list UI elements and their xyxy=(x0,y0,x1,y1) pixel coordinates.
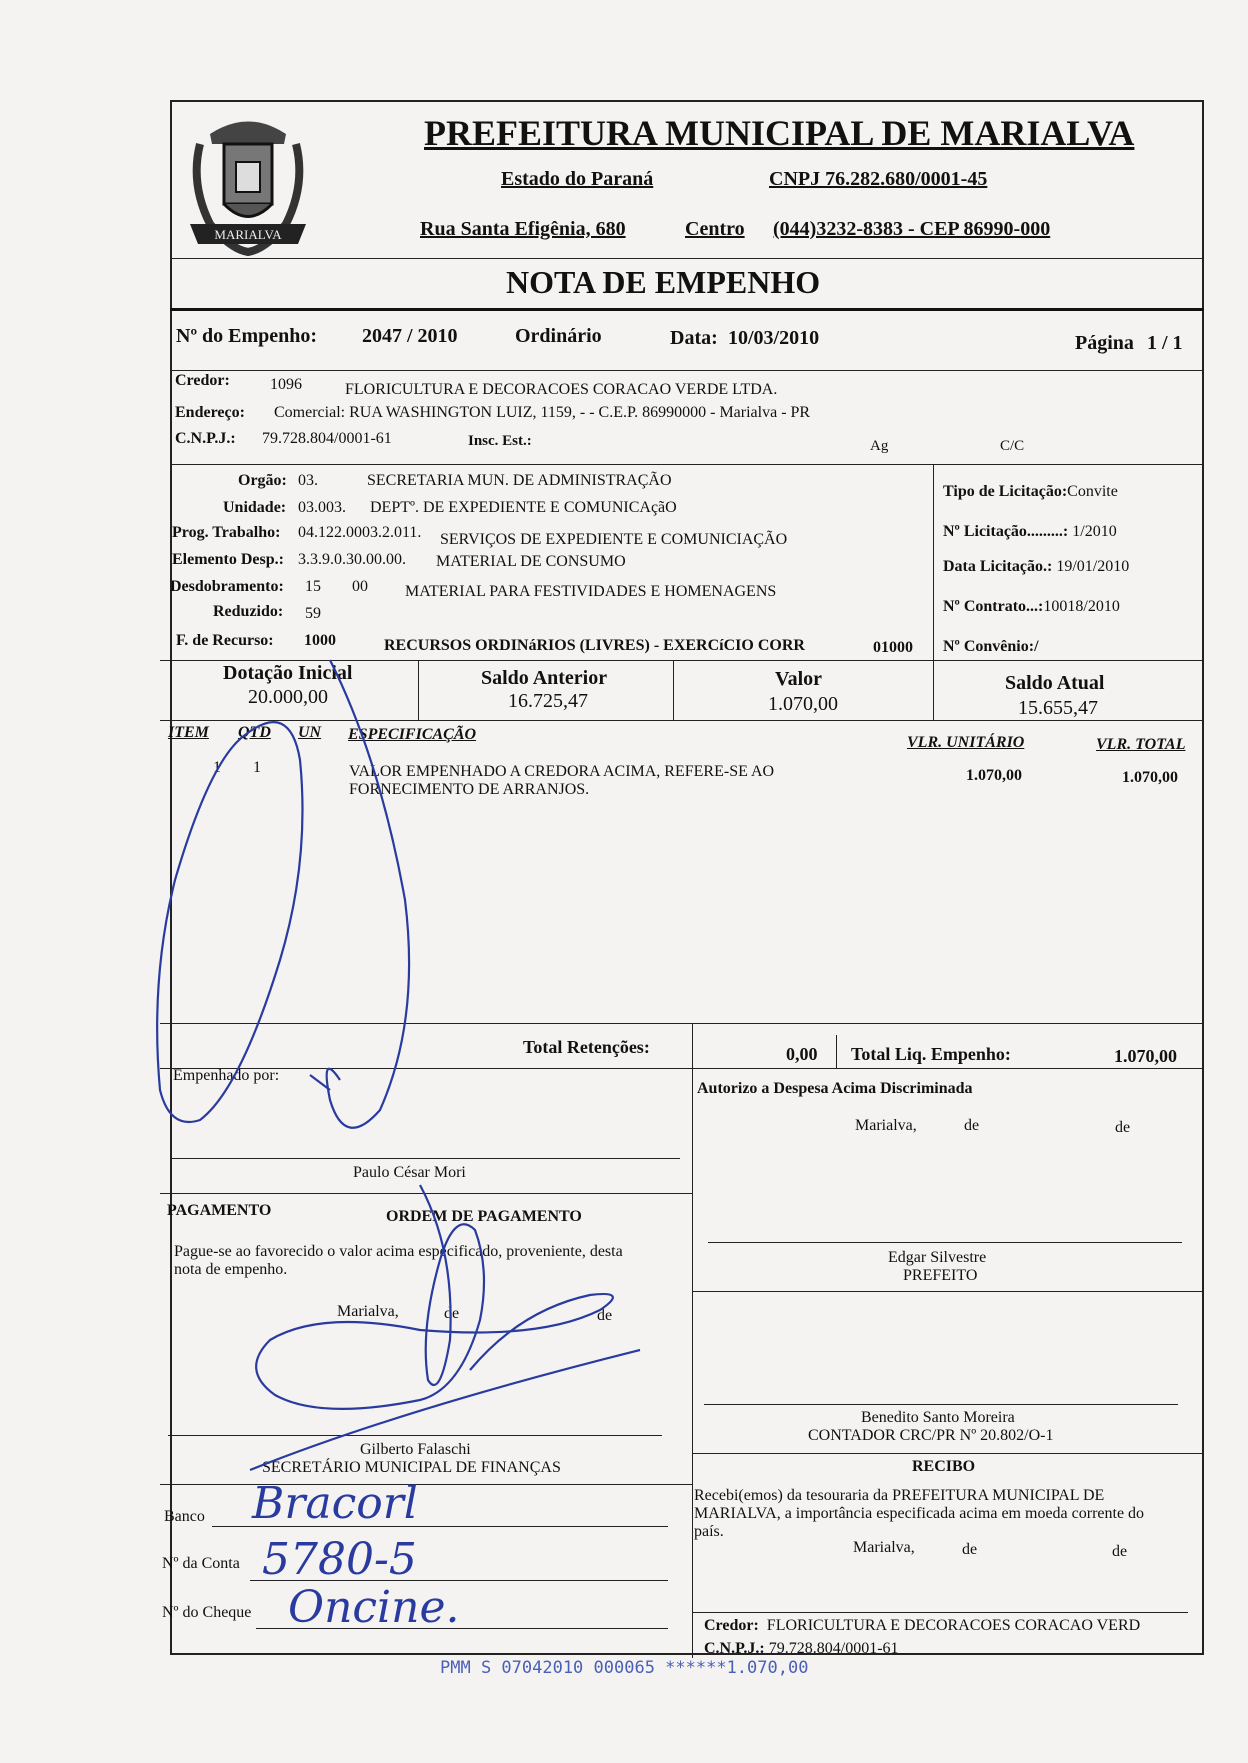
recibo-de2: de xyxy=(1112,1543,1128,1560)
tipo-licitacao: Tipo de Licitação:Convite xyxy=(943,483,1118,500)
fonte-recurso-name: RECURSOS ORDINáRIOS (LIVRES) - EXERCíCIO CORR xyxy=(384,637,805,654)
data-licitacao: Data Licitação.: 19/01/2010 xyxy=(943,558,1130,575)
item-espec-line1: VALOR EMPENHADO A CREDORA ACIMA, REFERE-SE AO xyxy=(349,763,775,780)
item-espec-line2: FORNECIMENTO DE ARRANJOS. xyxy=(349,781,590,798)
recibo-text-line1: Recebi(emos) da tesouraria da PREFEITURA MUNICIPAL DE xyxy=(694,1487,1105,1504)
mechanical-stamp: PMM S 07042010 000065 ******1.070,00 xyxy=(440,1658,809,1678)
recibo-text-line2: MARIALVA, a importância especificada acima em moeda corrente do xyxy=(694,1505,1145,1522)
item-number: 1 xyxy=(213,759,221,776)
numero-contrato: Nº Contrato...:10018/2010 xyxy=(943,598,1120,615)
pagamento-text-line2: nota de empenho. xyxy=(174,1261,288,1278)
desdobramento-label: Desdobramento: xyxy=(170,578,284,595)
col-header-qtd: QTD xyxy=(238,724,271,741)
pagamento-city: Marialva, xyxy=(337,1303,399,1320)
empenho-type: Ordinário xyxy=(515,325,602,347)
unidade-label: Unidade: xyxy=(223,499,287,516)
contador-role: CONTADOR CRC/PR Nº 20.802/O-1 xyxy=(808,1427,1054,1444)
elemento-name: MATERIAL DE CONSUMO xyxy=(436,553,626,570)
contador-name: Benedito Santo Moreira xyxy=(861,1409,1015,1426)
secretario-name: Gilberto Falaschi xyxy=(360,1441,471,1458)
valor-label: Valor xyxy=(775,668,823,690)
total-retencoes-value: 0,00 xyxy=(786,1044,818,1064)
pagamento-label: PAGAMENTO xyxy=(167,1202,272,1219)
total-retencoes-label: Total Retenções: xyxy=(523,1037,650,1057)
saldo-anterior-label: Saldo Anterior xyxy=(481,667,608,689)
orgao-name: SECRETARIA MUN. DE ADMINISTRAÇÃO xyxy=(367,472,672,489)
col-header-especificacao: ESPECIFICAÇÃO xyxy=(348,726,477,743)
header-cnpj: CNPJ 76.282.680/0001-45 xyxy=(769,168,988,190)
recibo-label: RECIBO xyxy=(912,1458,976,1475)
fonte-recurso-label: F. de Recurso: xyxy=(176,632,274,649)
prog-trabalho-code: 04.122.0003.2.011. xyxy=(298,524,422,541)
numero-licitacao: Nº Licitação.........: 1/2010 xyxy=(943,523,1117,540)
signature-icon xyxy=(157,660,640,1470)
col-header-vlr-total: VLR. TOTAL xyxy=(1096,736,1186,753)
credor-label: Credor: xyxy=(175,372,230,389)
document-title: NOTA DE EMPENHO xyxy=(506,264,821,300)
empenhado-por-label: Empenhado por: xyxy=(173,1067,280,1084)
empenho-date: 10/03/2010 xyxy=(728,327,820,349)
credor-name: FLORICULTURA E DECORACOES CORACAO VERDE LTDA. xyxy=(345,381,778,398)
autorizo-city: Marialva, xyxy=(855,1117,917,1134)
elemento-label: Elemento Desp.: xyxy=(172,551,284,568)
insc-est-label: Insc. Est.: xyxy=(468,433,532,449)
credor-cnpj: 79.728.804/0001-61 xyxy=(262,430,392,447)
empenho-number-label: Nº do Empenho: xyxy=(176,325,318,347)
prog-trabalho-name: SERVIÇOS DE EXPEDIENTE E COMUNICIAÇÃO xyxy=(440,531,788,548)
conta-label: Nº da Conta xyxy=(162,1555,240,1572)
credor-address: Comercial: RUA WASHINGTON LUIZ, 1159, - - C.E.P. 86990000 - Marialva - PR xyxy=(274,404,811,421)
pagamento-text-line1: Pague-se ao favorecido o valor acima especificado, proveniente, desta xyxy=(174,1243,623,1260)
recibo-text-line3: país. xyxy=(694,1523,724,1540)
page-label: Página xyxy=(1075,332,1134,354)
col-header-un: UN xyxy=(298,724,322,741)
desdobramento-code1: 15 xyxy=(305,578,321,595)
unidade-name: DEPTº. DE EXPEDIENTE E COMUNICAçãO xyxy=(370,499,677,516)
recibo-de1: de xyxy=(962,1541,978,1558)
item-qtd: 1 xyxy=(253,759,261,776)
col-header-item: ITEM xyxy=(168,724,209,741)
reduzido-value: 59 xyxy=(305,605,321,622)
state-name: Estado do Paraná xyxy=(501,168,654,190)
numero-convenio: Nº Convênio:/ xyxy=(943,638,1039,655)
banco-label: Banco xyxy=(164,1508,205,1525)
conta-handwritten: 5780-5 xyxy=(262,1534,417,1585)
page-title: PREFEITURA MUNICIPAL DE MARIALVA xyxy=(424,113,1135,153)
prefeito-role: PREFEITO xyxy=(903,1267,978,1284)
autorizo-de2: de xyxy=(1115,1119,1131,1136)
secretario-role: SECRETÁRIO MUNICIPAL DE FINANÇAS xyxy=(262,1459,561,1476)
empenho-number: 2047 / 2010 xyxy=(362,325,458,347)
saldo-atual-label: Saldo Atual xyxy=(1005,672,1105,694)
header-address: Rua Santa Efigênia, 680 xyxy=(420,218,626,240)
total-liquido-label: Total Liq. Empenho: xyxy=(851,1044,1011,1064)
header-phone-cep: (044)3232-8383 - CEP 86990-000 xyxy=(773,218,1051,240)
credor-code: 1096 xyxy=(270,376,302,393)
orgao-label: Orgão: xyxy=(238,472,287,489)
header-district: Centro xyxy=(685,218,745,240)
dotacao-inicial-value: 20.000,00 xyxy=(248,686,328,708)
credor-cnpj-label: C.N.P.J.: xyxy=(175,430,236,447)
ag-label: Ag xyxy=(870,438,889,454)
recibo-city: Marialva, xyxy=(853,1539,915,1556)
ordem-pagamento-label: ORDEM DE PAGAMENTO xyxy=(386,1208,582,1225)
saldo-anterior-value: 16.725,47 xyxy=(508,690,588,712)
prefeito-name: Edgar Silvestre xyxy=(888,1249,987,1266)
dotacao-inicial-label: Dotação Inicial xyxy=(223,662,353,684)
item-vlr-unitario: 1.070,00 xyxy=(966,767,1022,784)
recibo-cnpj: C.N.P.J.: 79.728.804/0001-61 xyxy=(704,1640,899,1657)
desdobramento-name: MATERIAL PARA FESTIVIDADES E HOMENAGENS xyxy=(405,583,777,600)
autorizo-de1: de xyxy=(964,1117,980,1134)
col-header-vlr-unitario: VLR. UNITÁRIO xyxy=(907,734,1025,751)
fonte-recurso-code2: 01000 xyxy=(873,639,913,656)
endereco-label: Endereço: xyxy=(175,404,245,421)
valor-value: 1.070,00 xyxy=(768,693,838,715)
empenho-date-label: Data: xyxy=(670,327,718,349)
cc-label: C/C xyxy=(1000,438,1025,454)
desdobramento-code2: 00 xyxy=(352,578,368,595)
pagamento-de2: de xyxy=(597,1307,613,1324)
cheque-handwritten: Oncine. xyxy=(288,1582,460,1633)
empenhado-por-name: Paulo César Mori xyxy=(353,1164,466,1181)
cheque-label: Nº do Cheque xyxy=(162,1604,252,1621)
total-liquido-value: 1.070,00 xyxy=(1114,1046,1177,1066)
svg-text:MARIALVA: MARIALVA xyxy=(214,227,282,242)
page-number: 1 / 1 xyxy=(1147,332,1183,354)
elemento-code: 3.3.9.0.30.00.00. xyxy=(298,551,406,568)
banco-handwritten: Bracorl xyxy=(252,1478,418,1529)
orgao-code: 03. xyxy=(298,472,318,489)
saldo-atual-value: 15.655,47 xyxy=(1018,697,1098,719)
unidade-code: 03.003. xyxy=(298,499,346,516)
autorizo-label: Autorizo a Despesa Acima Discriminada xyxy=(697,1080,973,1097)
recibo-credor: Credor: FLORICULTURA E DECORACOES CORACAO VERD xyxy=(704,1617,1141,1634)
prog-trabalho-label: Prog. Trabalho: xyxy=(172,524,281,541)
item-vlr-total: 1.070,00 xyxy=(1122,769,1178,786)
reduzido-label: Reduzido: xyxy=(213,603,284,620)
pagamento-de1: de xyxy=(444,1305,460,1322)
fonte-recurso-code: 1000 xyxy=(304,632,336,649)
